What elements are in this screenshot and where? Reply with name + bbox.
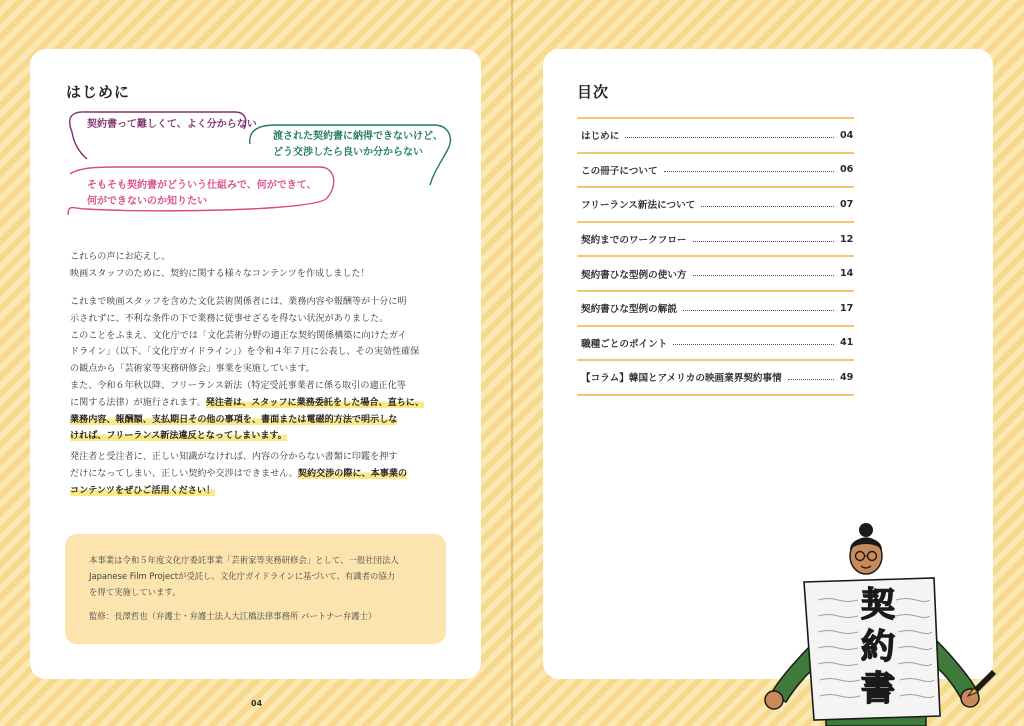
intro-paragraph-2 xyxy=(70,294,466,445)
bubble-purple-tail xyxy=(72,132,87,159)
voice-mechanism xyxy=(87,178,317,209)
contract-char: 書 xyxy=(861,669,895,709)
highlight-text: コンテンツをぜひご活用ください！ xyxy=(70,485,216,496)
toc-item-page: 06 xyxy=(840,164,854,176)
toc-leader xyxy=(673,344,834,345)
highlight-text: ければ、フリーランス新法違反となってしまいます。 xyxy=(70,431,287,442)
text-line: これまで映画スタッフを含めた文化芸術関係者には、業務内容や報酬等が十分に明 xyxy=(70,297,407,307)
text-segment: に関する法律）が施行されます。 xyxy=(70,397,206,408)
supervisor-credit: 監修：長澤哲也（弁護士・弁護士法人大江橋法律事務所 パートナー弁護士） xyxy=(89,611,377,621)
toc-item-page: 14 xyxy=(840,268,854,280)
toc-item-title: はじめに xyxy=(581,131,620,143)
pen-icon xyxy=(974,670,996,692)
left-hand xyxy=(765,691,783,709)
text-line: このことをふまえ、文化庁では「文化芸術分野の適正な契約関係構築に向けたガイ xyxy=(70,330,407,341)
toc-item-title: 職種ごとのポイント xyxy=(581,338,668,350)
highlight-text: 発注者は、スタッフに業務委託をした場合、直ちに、 xyxy=(205,397,424,408)
toc-leader xyxy=(664,171,834,172)
text-line xyxy=(70,483,466,500)
toc-item-page: 41 xyxy=(840,337,854,349)
note-line: Japanese Film Projectが受託し、文化庁ガイドラインに基づいて、有識者の協力 xyxy=(89,571,396,581)
text-line xyxy=(70,466,466,483)
toc-leader xyxy=(693,275,834,276)
toc-item[interactable] xyxy=(577,361,854,396)
toc-item-title: 【コラム】韓国とアメリカの映画業界契約事情 xyxy=(581,373,782,385)
toc-item[interactable] xyxy=(577,223,854,258)
toc-item-title: 契約書ひな型例の使い方 xyxy=(581,269,687,281)
toc-leader xyxy=(701,206,834,207)
toc-item[interactable] xyxy=(577,257,854,292)
highlight-text: 契約交渉の際に、本事業の xyxy=(297,468,408,479)
voice-line: 何ができないのか知りたい xyxy=(87,195,207,207)
text-line xyxy=(70,428,466,445)
text-line: また、令和６年秋以降、フリーランス新法（特定受託事業者に係る取引の適正化等 xyxy=(70,380,406,391)
contract-char: 契 xyxy=(861,585,895,625)
toc-leader xyxy=(683,310,834,311)
toc-title: 目次 xyxy=(577,83,610,101)
voice-line: どう交渉したら良いか分からない xyxy=(273,146,423,158)
text-line: 映画スタッフのために、契約に関する様々なコンテンツを作成しました！ xyxy=(70,268,370,279)
toc-item-page: 12 xyxy=(840,233,854,245)
toc-item-title: 契約までのワークフロー xyxy=(581,235,687,247)
voice-negotiation xyxy=(273,129,443,160)
text-line: これらの声にお応えし、 xyxy=(70,252,171,262)
toc-item-page: 49 xyxy=(840,371,854,383)
note-line: 本事業は令和５年度文化庁委託事業「芸術家等実務研修会」として、一般社団法人 xyxy=(89,555,399,565)
voice-line: そもそも契約書がどういう仕組みで、何ができて、 xyxy=(87,180,317,191)
voice-line: 渡された契約書に納得できないけど、 xyxy=(273,131,443,142)
toc-leader xyxy=(788,379,834,380)
contract-person-illustration xyxy=(756,520,996,726)
text-line: ドライン」（以下、「文化庁ガイドライン」）を令和４年７月に公表し、その実効性確保 xyxy=(70,347,420,358)
toc-leader xyxy=(693,241,834,242)
toc-leader xyxy=(625,137,834,138)
text-line: 示されずに、不利な条件の下で業務に従事せざるを得ない状況がありました。 xyxy=(70,313,389,324)
text-line xyxy=(70,412,466,429)
text-line xyxy=(70,395,466,412)
toc-item[interactable] xyxy=(577,119,854,154)
toc-item[interactable] xyxy=(577,154,854,189)
contract-char: 約 xyxy=(861,627,895,667)
toc-item-title: 契約書ひな型例の解説 xyxy=(581,304,677,316)
toc-item[interactable] xyxy=(577,292,854,327)
intro-paragraph-3 xyxy=(70,449,466,499)
text-line: の観点から「芸術家等実務研修会」事業を実施しています。 xyxy=(70,364,315,375)
toc-item-page: 04 xyxy=(840,129,854,141)
intro-paragraph-1 xyxy=(70,249,466,283)
project-note xyxy=(65,534,446,644)
toc-item-title: フリーランス新法について xyxy=(581,200,696,212)
page-title: はじめに xyxy=(66,83,131,101)
left-page xyxy=(30,49,481,679)
toc-item-page: 07 xyxy=(840,198,854,210)
highlight-text: 業務内容、報酬額、支払期日その他の事項を、書面または電磁的方法で明示しな xyxy=(70,414,398,425)
text-segment: だけになってしまい、正しい契約や交渉はできません。 xyxy=(70,468,298,479)
book-spine xyxy=(511,0,513,726)
table-of-contents xyxy=(577,117,854,396)
toc-item-page: 17 xyxy=(840,302,854,314)
page-number: 04 xyxy=(251,699,263,708)
voice-line: 契約書って難しくて、よく分からない xyxy=(87,119,257,130)
toc-item-title: この冊子について xyxy=(581,165,658,177)
voice-difficult xyxy=(87,117,257,133)
text-line: 発注者と受注者に、正しい知識がなければ、内容の分からない書類に印鑑を押す xyxy=(70,452,398,462)
toc-item[interactable] xyxy=(577,327,854,362)
note-line: を得て実施しています。 xyxy=(89,587,181,597)
toc-item[interactable] xyxy=(577,188,854,223)
